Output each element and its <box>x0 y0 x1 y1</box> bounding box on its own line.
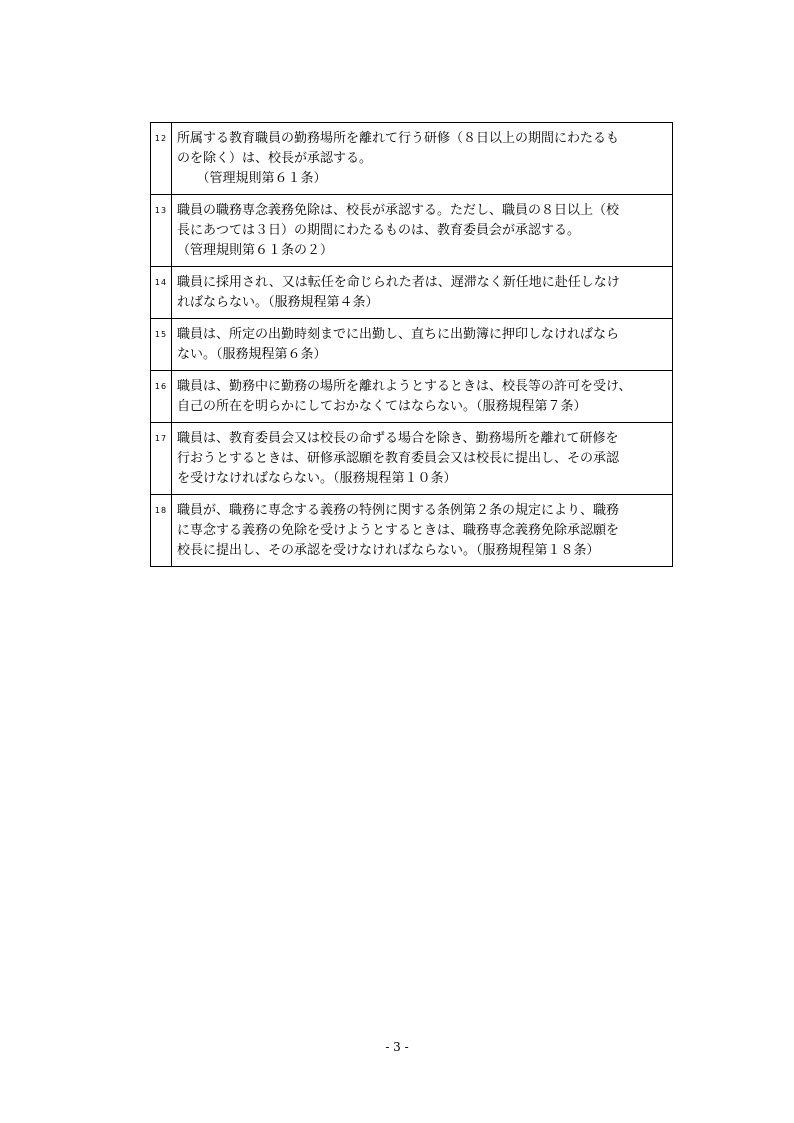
rule-text-line: ない。（服務規程第６条） <box>177 347 327 362</box>
rule-text <box>172 267 673 319</box>
rule-text <box>172 371 673 423</box>
rule-text-line: を受けなければならない。（服務規程第１０条） <box>177 471 457 486</box>
rule-text <box>172 195 673 267</box>
rule-text-line: 職員は、所定の出勤時刻までに出勤し、直ちに出勤簿に押印しなければなら <box>177 327 620 342</box>
rule-number: 17 <box>151 423 172 495</box>
rule-text-line: 職員に採用され、又は転任を命じられた者は、遅滞なく新任地に赴任しなけ <box>177 275 620 290</box>
rule-row <box>151 495 673 567</box>
rule-number: 12 <box>151 123 172 195</box>
rule-text <box>172 319 673 371</box>
rule-text-line: 自己の所在を明らかにしておかなくてはならない。（服務規程第７条） <box>177 399 587 414</box>
rule-text-line: 職員は、勤務中に勤務の場所を離れようとするときは、校長等の許可を受け、 <box>177 379 632 394</box>
rule-row <box>151 371 673 423</box>
rule-text <box>172 423 673 495</box>
rule-row <box>151 423 673 495</box>
rule-text-line: 校長に提出し、その承認を受けなければならない。（服務規程第１８条） <box>177 543 600 558</box>
rule-text-line: に専念する義務の免除を受けようとするときは、職務専念義務免除承認願を <box>177 523 620 538</box>
rule-text-line: 職員の職務専念義務免除は、校長が承認する。ただし、職員の８日以上（校 <box>177 203 620 218</box>
rule-row <box>151 319 673 371</box>
rule-text-line: のを除く）は、校長が承認する。 <box>177 151 373 166</box>
rule-text-line: （管理規則第６１条） <box>177 171 327 186</box>
rule-row <box>151 123 673 195</box>
rule-text-line: （管理規則第６１条の２） <box>177 243 334 258</box>
rule-number: 18 <box>151 495 172 567</box>
rules-table <box>150 122 673 567</box>
rule-row <box>151 195 673 267</box>
rule-number: 14 <box>151 267 172 319</box>
rule-text <box>172 495 673 567</box>
rules-table-body <box>151 123 673 567</box>
rule-text-line: ればならない。（服務規程第４条） <box>177 295 379 310</box>
rule-text-line: 長にあつては３日）の期間にわたるものは、教育委員会が承認する。 <box>177 223 581 238</box>
rule-text-line: 行おうとするときは、研修承認願を教育委員会又は校長に提出し、その承認 <box>177 451 620 466</box>
rule-number: 13 <box>151 195 172 267</box>
rule-text-line: 所属する教育職員の勤務場所を離れて行う研修（８日以上の期間にわたるも <box>177 131 620 146</box>
rule-text-line: 職員は、教育委員会又は校長の命ずる場合を除き、勤務場所を離れて研修を <box>177 431 619 446</box>
rule-number: 15 <box>151 319 172 371</box>
rule-row <box>151 267 673 319</box>
rule-text-line: 職員が、職務に専念する義務の特例に関する条例第２条の規定により、職務 <box>177 503 620 518</box>
page-number: - 3 - <box>385 1040 409 1054</box>
rule-text <box>172 123 673 195</box>
rule-number: 16 <box>151 371 172 423</box>
